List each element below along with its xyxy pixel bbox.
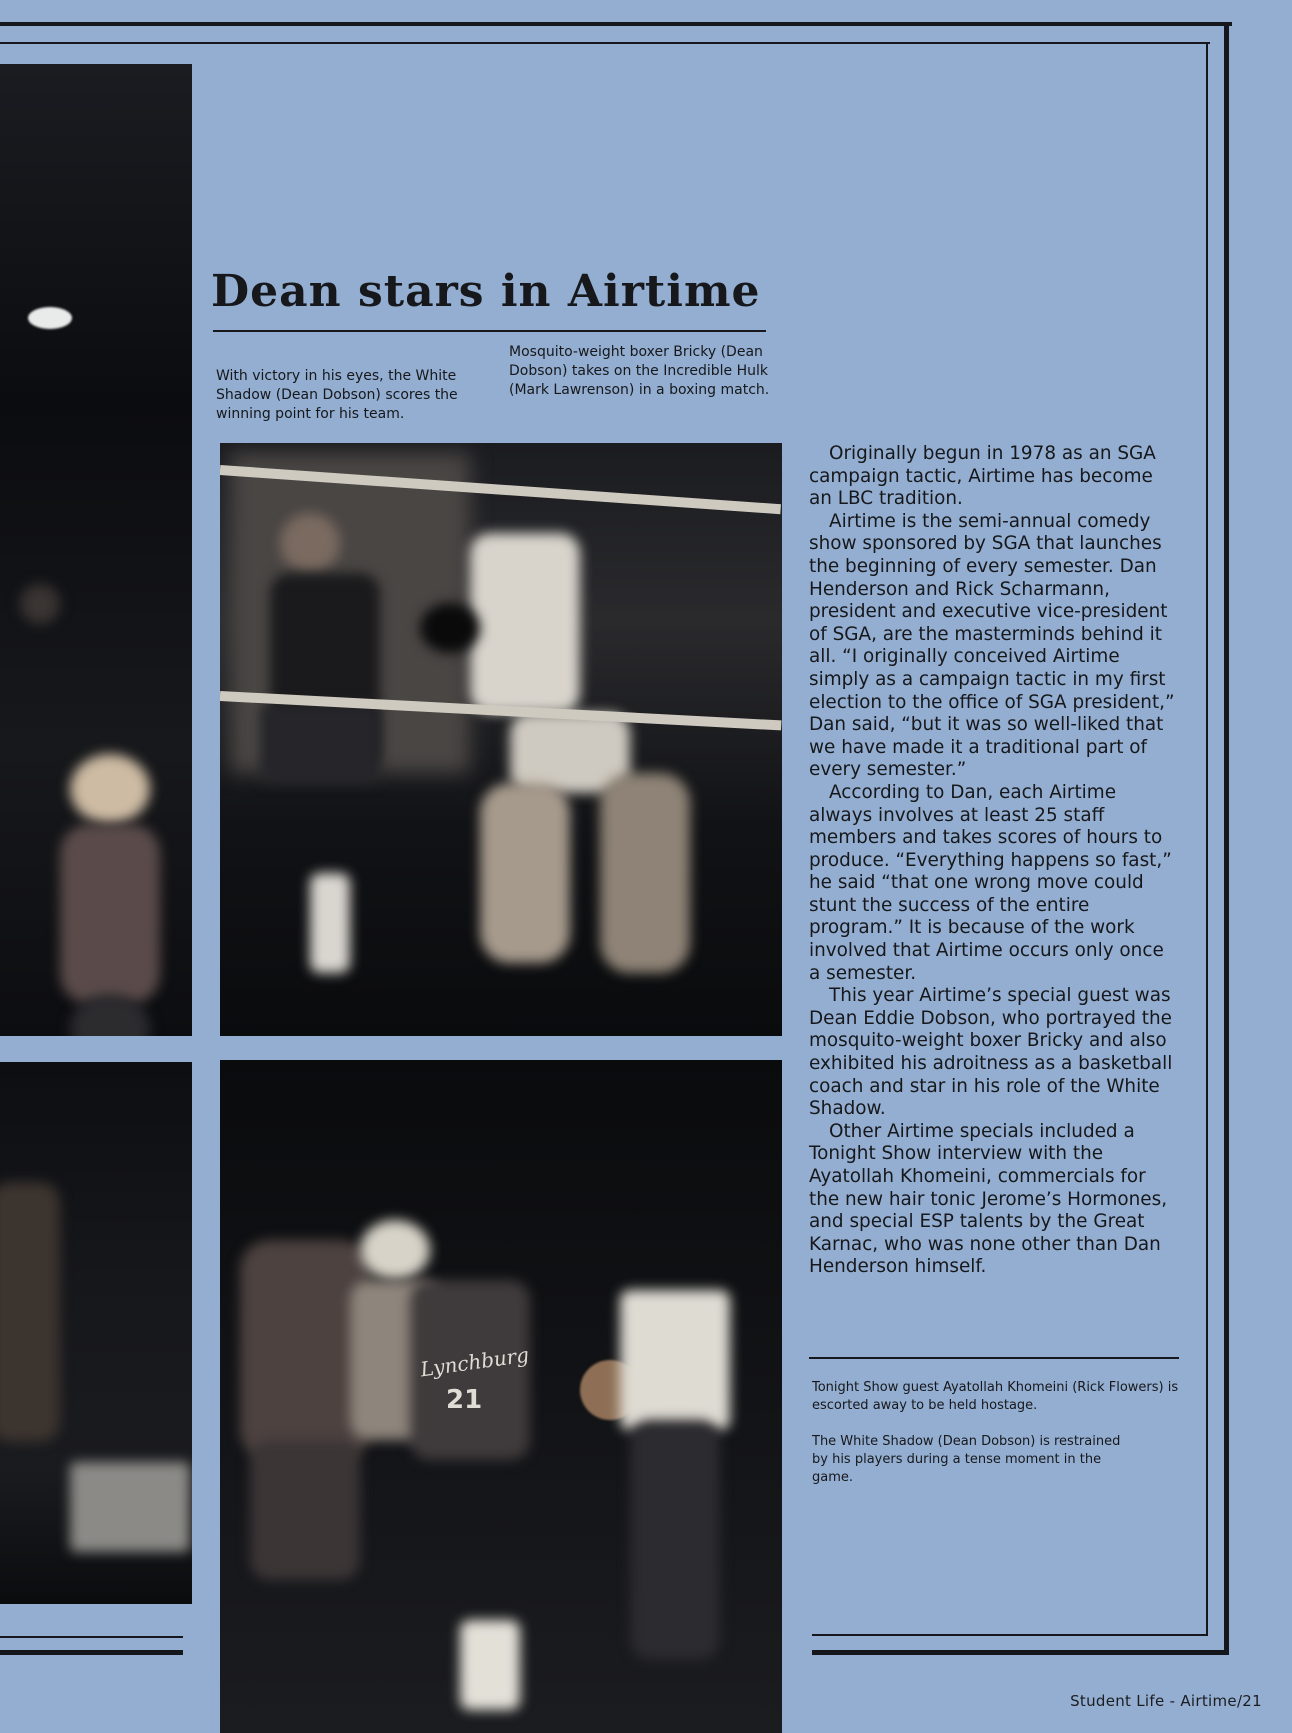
frame-bottom-inner-left <box>0 1636 183 1638</box>
frame-right-inner <box>1206 42 1208 1636</box>
article-body <box>809 443 1179 1279</box>
frame-bottom-outer-right <box>812 1650 1229 1655</box>
caption-white-shadow-scores: With victory in his eyes, the White Shadow (Dean Dobson) scores the winning point for his team. <box>216 368 458 422</box>
article-paragraph: Airtime is the semi-annual comedy show sponsored by SGA that launches the beginning of every semester. Dan Henderson and Rick Scharmann, president and executive vice-president of SGA, are the masterminds behind it all. “I originally conceived Airtime simply as a campaign tactic in my first election to the office of SGA president,” Dan said, “but it was so well-liked that we have made it a traditional part of every semester.” <box>809 510 1175 781</box>
photo-white-shadow-scoring <box>0 64 192 1036</box>
photo-boxing-match <box>220 443 782 1036</box>
caption-boxing-match: Mosquito-weight boxer Bricky (Dean Dobson) takes on the Incredible Hulk (Mark Lawrenson) in a boxing match. <box>509 344 770 398</box>
article-paragraph: Originally begun in 1978 as an SGA campaign tactic, Airtime has become an LBC tradition. <box>809 443 1156 510</box>
article-paragraph: According to Dan, each Airtime always involves at least 25 staff members and takes scores of hours to produce. “Everything happens so fast,” he said “that one wrong move could stunt the success of the entire program.” It is because of the work involved that Airtime occurs only once a semester. <box>809 781 1172 984</box>
caption-divider <box>809 1357 1179 1359</box>
title-underline <box>213 330 766 332</box>
frame-top-inner <box>0 42 1210 44</box>
frame-bottom-outer-left <box>0 1650 183 1655</box>
article-paragraph: Other Airtime specials included a Tonight Show interview with the Ayatollah Khomeini, commercials for the new hair tonic Jerome’s Hormones, and special ESP talents by the Great Karnac, who was none other than Dan Henderson himself. <box>809 1120 1168 1278</box>
jersey-team-text: Lynchburg <box>418 1342 531 1382</box>
frame-bottom-inner-right <box>812 1634 1208 1636</box>
photo-basketball-game <box>220 1060 782 1733</box>
page-footer: Student Life - Airtime/21 <box>1070 1692 1262 1710</box>
jersey-number: 21 <box>446 1385 483 1415</box>
caption-restrained: The White Shadow (Dean Dobson) is restrained by his players during a tense moment in the game. <box>812 1434 1121 1485</box>
frame-right-outer <box>1224 22 1229 1654</box>
article-paragraph: This year Airtime’s special guest was Dean Eddie Dobson, who portrayed the mosquito-weight boxer Bricky and also exhibited his adroitness as a basketball coach and star in his role of the White Shadow. <box>809 985 1173 1120</box>
page-title: Dean stars in Airtime <box>211 266 761 317</box>
photo-khomeini-escorted <box>0 1062 192 1604</box>
frame-top-outer <box>0 22 1232 26</box>
caption-khomeini: Tonight Show guest Ayatollah Khomeini (Rick Flowers) is escorted away to be held hostage. <box>812 1380 1179 1413</box>
